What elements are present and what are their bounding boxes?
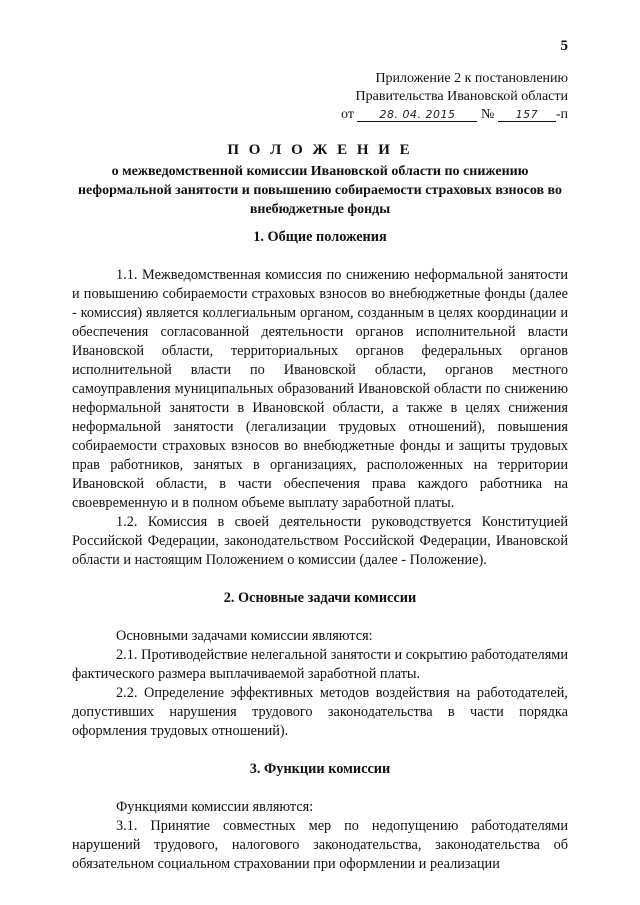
appendix-header	[328, 70, 568, 124]
title-block	[72, 140, 568, 219]
appendix-line-2: Правительства Ивановской области	[355, 89, 568, 104]
appendix-from-label: от	[341, 107, 354, 122]
appendix-number-suffix: -п	[555, 107, 568, 122]
appendix-line-1: Приложение 2 к постановлению	[375, 71, 568, 86]
document-content	[72, 228, 568, 874]
appendix-number-label: №	[480, 107, 495, 122]
appendix-date-number-row	[328, 106, 568, 124]
appendix-number-handwritten: 157	[498, 109, 556, 122]
paragraph-2-1: 2.1. Противодействие нелегальной занятости и сокрытию работодателями фактического размера выплачиваемой заработной платы.	[72, 647, 568, 682]
document-title: П О Л О Ж Е Н И Е	[227, 142, 413, 158]
paragraph-3-intro: Функциями комиссии являются:	[116, 799, 314, 815]
paragraph-2-intro: Основными задачами комиссии являются:	[116, 628, 373, 644]
paragraph-1-1: 1.1. Межведомственная комиссия по снижению неформальной занятости и повышению собираемости страховых взносов во внебюджетные фонды (далее - комиссия) является коллегиальным органом, созданным в целях координации и обеспечения согласованной деятельности органов исполнительной власти Ивановской области, территориальных органов федеральных органов исполнительной власти по Ивановской области, органов местного самоуправления муниципальных образований Ивановской области по снижению неформальной занятости в Ивановской области, а также в целях снижения неформальной занятости (легализации трудовых отношений), повышения собираемости страховых взносов во внебюджетные фонды и защиты трудовых прав работников, занятых в организациях, расположенных на территории Ивановской области, в части обеспечения права каждого работника на своевременную и в полном объеме выплату заработной платы.	[72, 267, 568, 511]
section-heading-general: 1. Общие положения	[253, 229, 387, 245]
document-subtitle: о межведомственной комиссии Ивановской области по снижению неформальной занятости и повышению собираемости страховых взносов во внебюджетные фонды	[77, 164, 562, 217]
appendix-date-handwritten: 28. 04. 2015	[357, 109, 477, 122]
paragraph-2-2: 2.2. Определение эффективных методов воздействия на работодателей, допустивших нарушения трудового законодательства в части порядка оформления трудовых отношений).	[72, 685, 568, 739]
section-heading-functions: 3. Функции комиссии	[249, 761, 391, 777]
section-heading-tasks: 2. Основные задачи комиссии	[223, 590, 417, 606]
paragraph-1-2: 1.2. Комиссия в своей деятельности руководствуется Конституцией Российской Федерации, законодательством Российской Федерации, Ивановской области и настоящим Положением о комиссии (далее - Положение).	[72, 514, 568, 568]
page-number: 5	[560, 38, 568, 54]
paragraph-3-1: 3.1. Принятие совместных мер по недопущению работодателями нарушений трудового, налогового законодательства, законодательства об обязательном социальном страховании при оформлении и реализации	[72, 818, 568, 872]
